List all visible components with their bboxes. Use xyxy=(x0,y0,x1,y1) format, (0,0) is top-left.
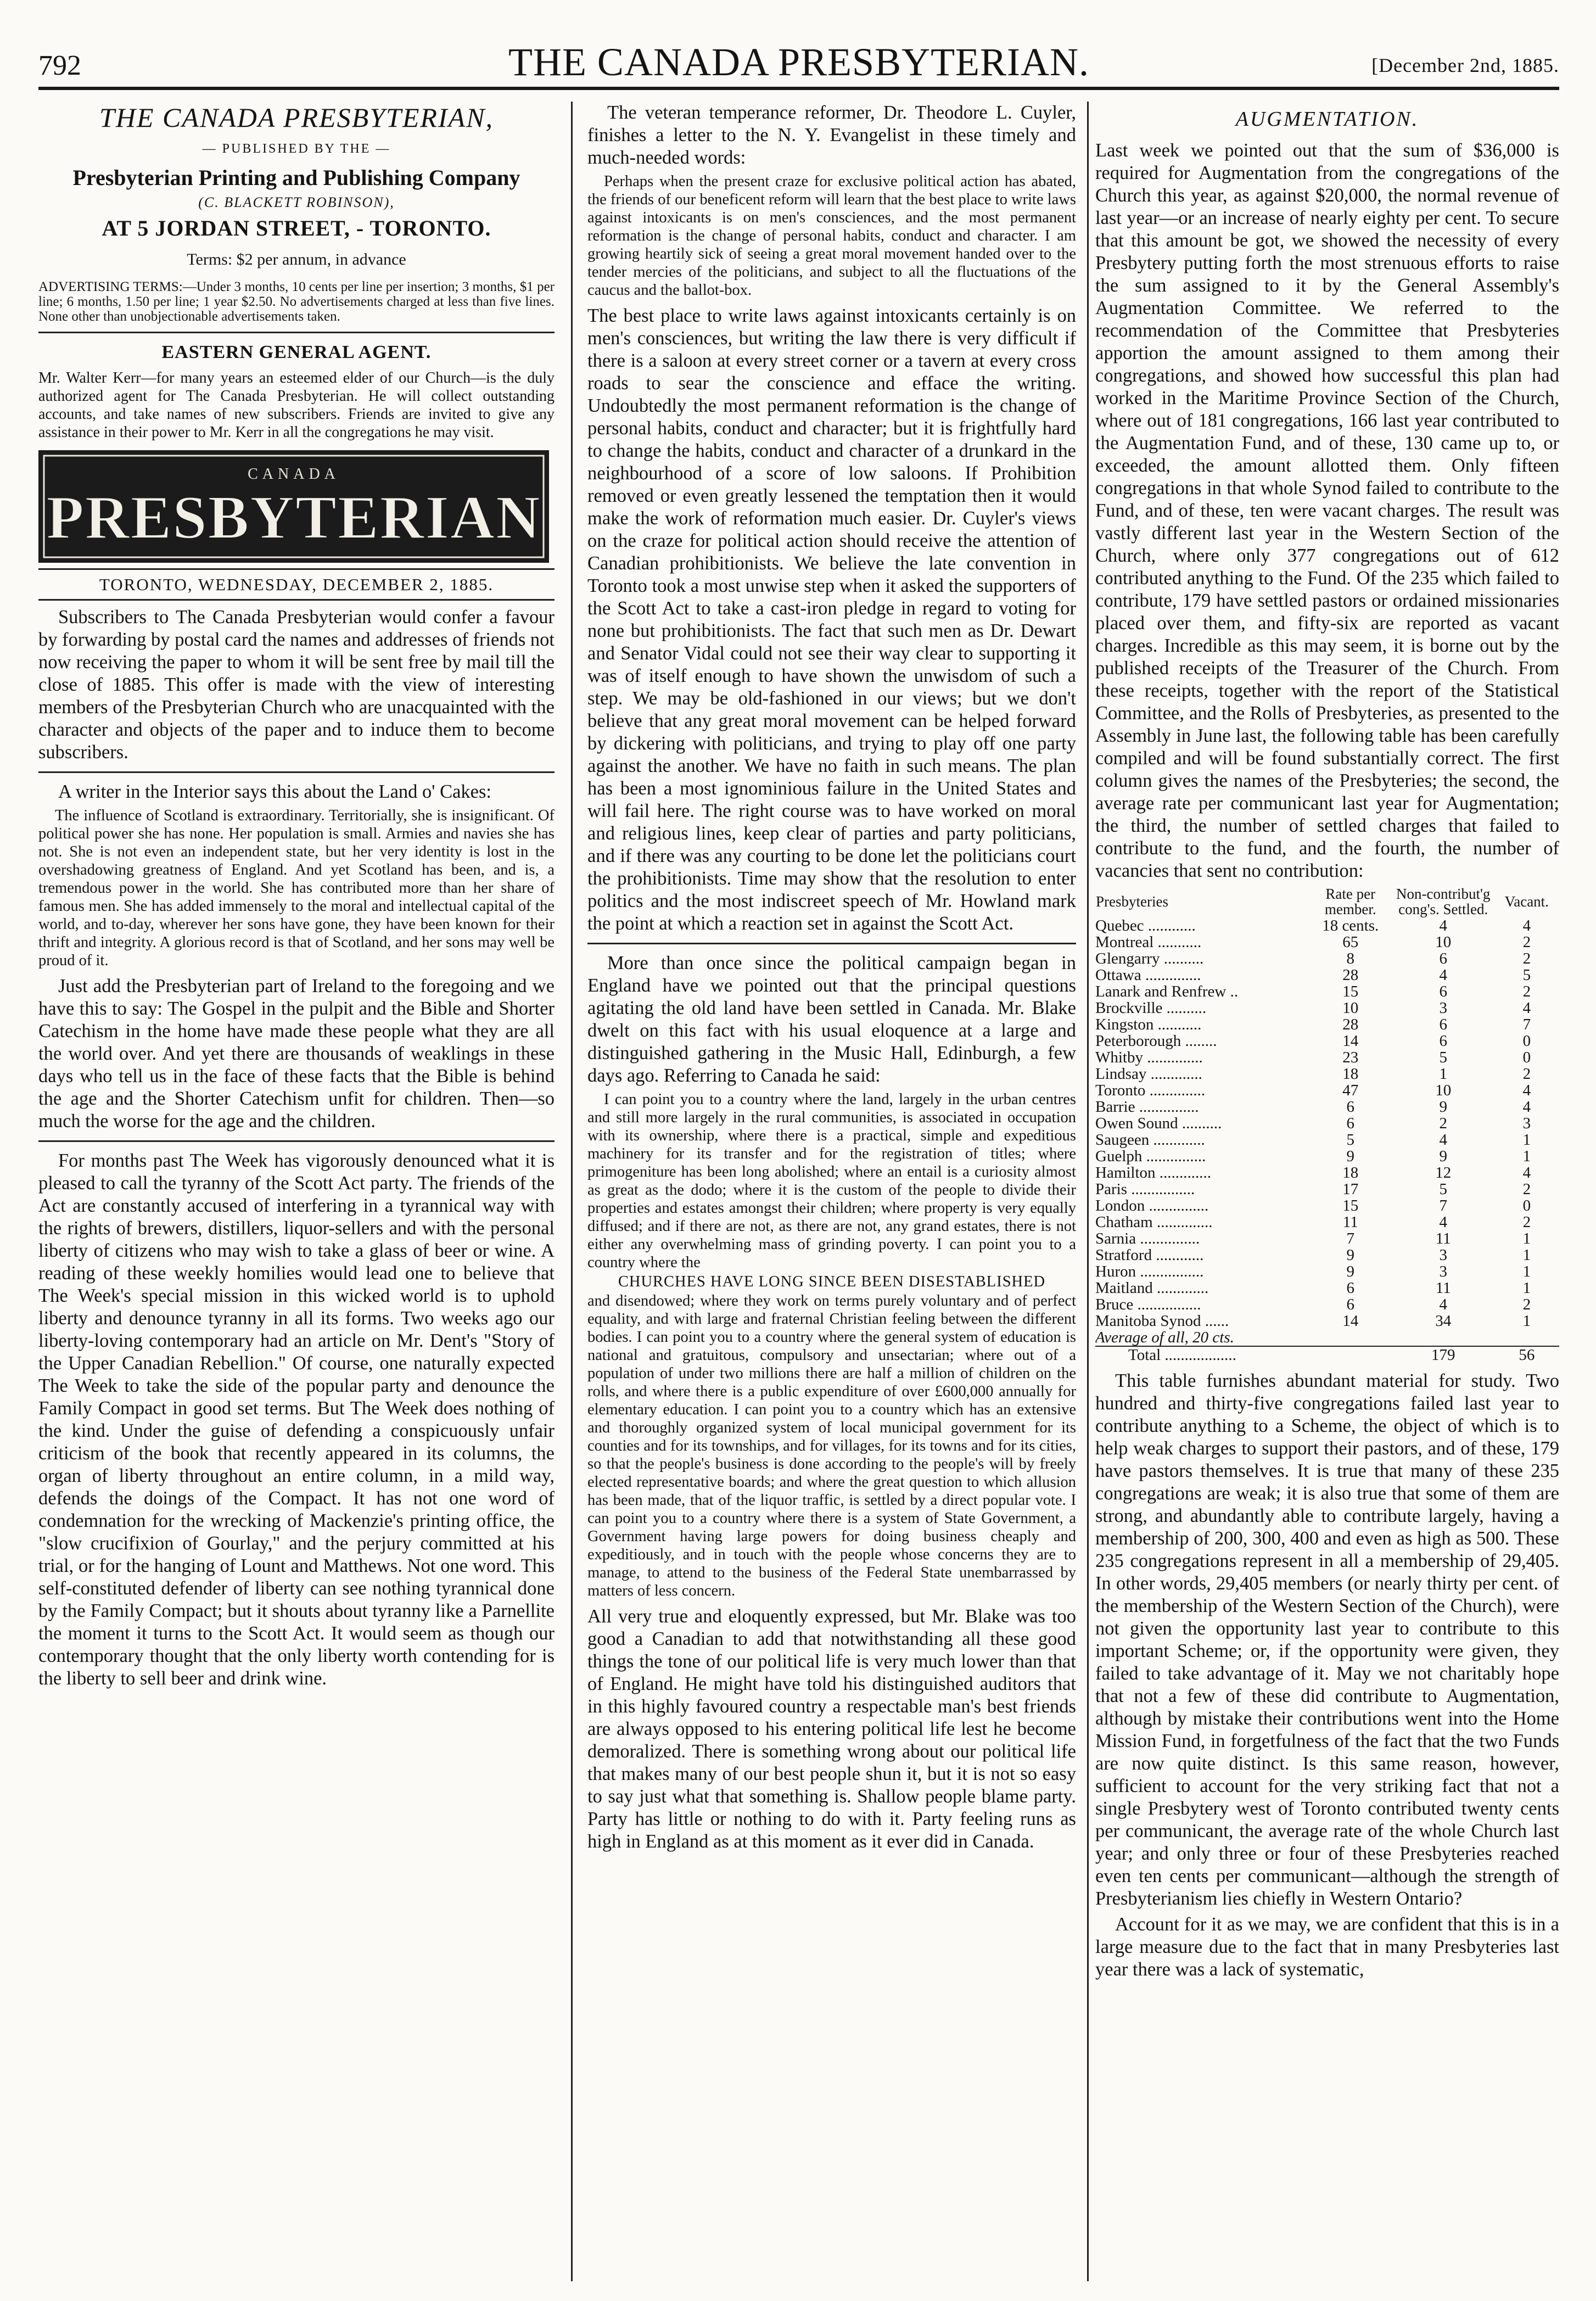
settled-cell: 11 xyxy=(1435,1230,1451,1247)
presbytery-name: Barrie ............... xyxy=(1095,1099,1199,1115)
settled-cell: 9 xyxy=(1439,1147,1447,1165)
presbytery-name: Owen Sound .......... xyxy=(1095,1115,1222,1132)
settled-cell: 11 xyxy=(1435,1279,1451,1297)
blake-intro: More than once since the political campaign began in England have we pointed out that the principal questions agitating the old land have been settled in Canada. Mr. Blake dwelt on this fact with his usual eloquence at a large and distinguished gathering in the Music Hall, Edinburgh, a few days ago. Referring to Canada he said: xyxy=(587,953,1076,1086)
vacant-cell: 2 xyxy=(1522,1065,1531,1083)
presbytery-name: Montreal ........... xyxy=(1095,934,1202,950)
table-row xyxy=(1095,1313,1559,1329)
vacant-cell: 1 xyxy=(1522,1263,1531,1280)
column-middle xyxy=(587,102,1076,2281)
page-header xyxy=(38,38,1559,82)
table-row xyxy=(1095,917,1559,934)
presbytery-name: Huron ................ xyxy=(1095,1263,1204,1280)
publisher-address: AT 5 JORDAN STREET, - TORONTO. xyxy=(102,216,491,240)
rate-cell: 6 xyxy=(1346,1115,1354,1132)
vacant-cell: 0 xyxy=(1522,1049,1531,1066)
vacant-cell: 2 xyxy=(1522,933,1531,951)
vacant-cell: 4 xyxy=(1522,999,1531,1017)
table-row xyxy=(1095,1132,1559,1148)
divider xyxy=(38,771,555,773)
rate-cell: 47 xyxy=(1342,1082,1359,1099)
settled-cell: 4 xyxy=(1439,966,1447,984)
vacant-cell: 1 xyxy=(1522,1147,1531,1165)
cuyler-intro: The veteran temperance reformer, Dr. Theodore L. Cuyler, finishes a letter to the N. Y. Evangelist in these timely and much-needed words: xyxy=(587,102,1076,168)
table-row xyxy=(1095,1165,1559,1181)
rate-cell: 9 xyxy=(1346,1246,1354,1264)
divider xyxy=(38,1140,555,1142)
augmentation-heading: AUGMENTATION. xyxy=(1235,108,1419,131)
settled-cell: 4 xyxy=(1439,1131,1447,1149)
augmentation-para2: This table furnishes abundant material for study. Two hundred and thirty-five congregations failed last year to contribute anything to a Scheme, the object of which is to help weak charges to support their pastors, and of these, 179 have pastors themselves. It is true that many of these 235 congregations are weak; it is also true that some of them are strong, and abundantly able to contribute largely, having a membership of 200, 300, 400 and even as high as 500. These 235 congregations represent in all a membership of 29,405. In other words, 29,405 members (or nearly thirty per cent. of the membership of the Western Section of the Church), were not given the opportunity last year to contribute to this important Scheme; or, if the opportunity were given, they failed to take advantage of it. May we not charitably hope that not a few of these did contribute to Augmentation, although by mistake their contributions went into the Home Mission Fund, in forgetfulness of the fact that the two Funds are now quite distinct. Is this same reason, however, sufficient to account for the very striking fact that not a single Presbytery west of Toronto contributed twenty cents per communicant, the average rate of the whole Church last year; and only three or four of these Presbyteries reached even ten cents per communicant—although the strength of Presbyterianism lies chiefly in Western Ontario? xyxy=(1095,1370,1559,1909)
column-left xyxy=(38,102,555,2281)
vacant-cell: 5 xyxy=(1522,966,1531,984)
vacant-cell: 0 xyxy=(1522,1197,1531,1214)
subscription-terms: Terms: $2 per annum, in advance xyxy=(187,250,406,268)
presbytery-name: Saugeen ............. xyxy=(1095,1132,1205,1148)
rate-cell: 11 xyxy=(1342,1213,1358,1231)
blake-comment: All very true and eloquently expressed, but Mr. Blake was too good a Canadian to add that notwithstanding all these good things the tone of our political life is very much lower than that of England. He might have told his distinguished auditors that in this highly favoured country a respectable man's best friends are always opposed to his entering political life lest he become demoralized. There is something wrong about our political life that makes many of our best people shun it, but it is not so easy to say just what that something is. Shallow people blame party. Party has little or nothing to do with it. Party feeling runs as high in England as at this moment as it ever did in Canada. xyxy=(587,1606,1076,1852)
table-header-row xyxy=(1095,886,1559,917)
agent-heading: EASTERN GENERAL AGENT. xyxy=(161,342,432,362)
presbytery-name: Maitland ............. xyxy=(1095,1280,1209,1296)
rate-cell: 8 xyxy=(1346,950,1354,967)
settled-cell xyxy=(1392,1329,1494,1346)
editor-name: (C. BLACKETT ROBINSON), xyxy=(198,194,395,210)
table-row xyxy=(1095,950,1559,967)
presbytery-name: Peterborough ........ xyxy=(1095,1033,1217,1049)
vacant-cell: 2 xyxy=(1522,1213,1531,1231)
agent-notice: Mr. Walter Kerr—for many years an esteemed elder of our Church—is the duly authorized agent for The Canada Presbyterian. He will collect outstanding accounts, and take names of new subscribers. Friends are invited to give any assistance in their power to Mr. Kerr in all the congregations he may visit. xyxy=(38,369,555,441)
rate-cell: 5 xyxy=(1346,1131,1354,1149)
rate-cell: 65 xyxy=(1342,933,1359,951)
masthead: THE CANADA PRESBYTERIAN. xyxy=(508,40,1090,84)
settled-cell: 7 xyxy=(1439,1197,1447,1214)
advertising-terms: ADVERTISING TERMS:—Under 3 months, 10 cents per line per insertion; 3 months, $1 per line; 6 months, 1.50 per line; 1 year $2.50. No advertisements charged at less than five lines. None other than unobjectionable advertisements taken. xyxy=(38,279,555,324)
table-row xyxy=(1095,1082,1559,1099)
total-vacant: 56 xyxy=(1494,1346,1559,1363)
settled-cell: 3 xyxy=(1439,1263,1447,1280)
table-row xyxy=(1095,1000,1559,1016)
presbyterian-logo xyxy=(38,450,549,563)
col-vacant: Vacant. xyxy=(1504,893,1549,910)
table-total-row xyxy=(1095,1346,1559,1363)
rate-cell: 28 xyxy=(1342,1016,1359,1033)
interior-intro: A writer in the Interior says this about the Land o' Cakes: xyxy=(58,781,492,802)
table-row xyxy=(1095,1263,1559,1280)
vacant-cell: 7 xyxy=(1522,1016,1531,1033)
presbytery-name: London ............... xyxy=(1095,1197,1209,1214)
vacant-cell: 2 xyxy=(1522,983,1531,1000)
logo-small-text: CANADA xyxy=(248,466,340,483)
presbytery-name: Chatham .............. xyxy=(1095,1214,1213,1230)
rate-cell: 6 xyxy=(1346,1296,1354,1313)
table-row xyxy=(1095,1181,1559,1197)
vacant-cell: 2 xyxy=(1522,1296,1531,1313)
rate-cell xyxy=(1309,1329,1392,1346)
table-row xyxy=(1095,1214,1559,1230)
rate-cell: 6 xyxy=(1346,1098,1354,1116)
rate-cell: 15 xyxy=(1342,983,1359,1000)
vacant-cell: 4 xyxy=(1522,1082,1531,1099)
vacant-cell: 3 xyxy=(1522,1115,1531,1132)
presbytery-name: Glengarry .......... xyxy=(1095,950,1204,967)
table-row xyxy=(1095,1099,1559,1115)
table-row xyxy=(1095,1247,1559,1263)
divider xyxy=(38,568,555,570)
rate-cell: 6 xyxy=(1346,1279,1354,1297)
logo-word: PRESBYTERIAN xyxy=(46,484,541,552)
table-row xyxy=(1095,1280,1559,1296)
rate-cell: 28 xyxy=(1342,966,1359,984)
publisher-company: Presbyterian Printing and Publishing Company xyxy=(72,165,520,190)
presbytery-name: Brockville .......... xyxy=(1095,1000,1207,1016)
table-body xyxy=(1095,917,1559,1346)
col-presbyteries: Presbyteries xyxy=(1096,893,1168,910)
augmentation-table xyxy=(1095,886,1559,1363)
vacant-cell: 4 xyxy=(1522,917,1531,934)
table-row xyxy=(1095,1049,1559,1066)
table-row xyxy=(1095,1197,1559,1214)
blake-quote-part1: I can point you to a country where the land, largely in the urban centres and still more largely in the rural communities, is associated in occupation with its ownership, where there is a practical, simple and expeditious machinery for its transfer and for the registration of titles; where primogeniture has been long abolished; where an entail is a curiosity almost as great as the dodo; where it is the custom of the people to divide their properties and estates amongst their children; where property is very equally diffused; and if there are not, as there are not, any grand estates, there is not either any overwhelming mass of grinding poverty. I can point you to a country where the xyxy=(587,1091,1076,1271)
dateline: TORONTO, WEDNESDAY, DECEMBER 2, 1885. xyxy=(99,575,494,594)
presbytery-name: Whitby .............. xyxy=(1095,1049,1203,1066)
published-by: — PUBLISHED BY THE — xyxy=(202,142,391,156)
settled-cell: 6 xyxy=(1439,1016,1447,1033)
presbytery-name: Manitoba Synod ...... xyxy=(1095,1313,1229,1329)
vacant-cell xyxy=(1494,1329,1559,1346)
table-row xyxy=(1095,1148,1559,1165)
settled-cell: 4 xyxy=(1439,917,1447,934)
rate-cell: 18 xyxy=(1342,1065,1359,1083)
total-rate xyxy=(1309,1346,1392,1363)
table-row xyxy=(1095,1033,1559,1049)
table-row xyxy=(1095,1296,1559,1313)
presbytery-name: Toronto .............. xyxy=(1095,1082,1206,1099)
subscribers-notice: Subscribers to The Canada Presbyterian would confer a favour by forwarding by postal card the names and addresses of friends not now receiving the paper to whom it will be sent free by mail till the close of 1885. This offer is made with the view of interesting members of the Presbyterian Church who are unacquainted with the character and objects of the paper and to induce them to become subscribers. xyxy=(38,607,555,763)
vacant-cell: 1 xyxy=(1522,1279,1531,1297)
rate-cell: 18 cents. xyxy=(1322,917,1379,934)
settled-cell: 4 xyxy=(1439,1296,1447,1313)
settled-cell: 9 xyxy=(1439,1098,1447,1116)
total-settled: 179 xyxy=(1392,1346,1494,1363)
presbytery-name: Average of all, 20 cts. xyxy=(1095,1329,1234,1346)
settled-cell: 12 xyxy=(1435,1164,1452,1182)
table-row xyxy=(1095,1329,1559,1346)
vacant-cell: 1 xyxy=(1522,1312,1531,1330)
header-rule xyxy=(38,87,1559,90)
interior-quote: The influence of Scotland is extraordinary. Territorially, she is insignificant. Of political power she has none. Her population is small. Armies and navies she has not. She is not even an independent state, but her very identity is lost in the overshadowing greatness of England. And yet Scotland has been, and is, a tremendous power in the world. She has contributed more than her share of famous men. She has added immensely to the moral and intellectual capital of the world, and to-day, wherever her sons have gone, they have been known for their thrift and integrity. A glorious record is that of Scotland, and her sons may well be proud of it. xyxy=(38,807,555,969)
presbytery-name: Stratford ............ xyxy=(1095,1247,1204,1263)
rate-cell: 17 xyxy=(1342,1180,1359,1198)
col-rate: Rate per member. xyxy=(1324,886,1376,917)
page-number: 792 xyxy=(38,50,81,81)
column-rule xyxy=(571,102,573,2281)
presbytery-name: Paris ................ xyxy=(1095,1181,1195,1197)
column-rule xyxy=(1087,102,1089,2281)
the-week-article: For months past The Week has vigorously denounced what it is pleased to call the tyranny of the Scott Act party. The friends of the Act are constantly accused of interfering in a tyrannical way with the rights of brewers, distillers, liquor-sellers and with the personal liberty of citizens who may wish to take a glass of beer or wine. A reading of these weekly homilies would lead one to believe that The Week's special mission in this wicked world is to uphold liberty and denounce tyranny in all its forms. Two weeks ago our liberty-loving contemporary had an article on Mr. Dent's "Story of the Upper Canadian Rebellion." Of course, one naturally expected The Week to take the side of the popular party and denounce the Family Compact in good set terms. But The Week does nothing of the kind. Under the guise of defending a conspicuously unfair criticism of the book that recently appeared in its columns, the organ of liberty throughout an entire column, in a mild way, defends the doings of the Compact. It has not one word of condemnation for the wrecking of Mackenzie's printing office, the "slow crucifixion of Gourlay," and the perjury committed at his trial, or for the hanging of Lount and Matthews. Not one word. This self-constituted defender of liberty can see nothing tyrannical done by the Family Compact; but it shouts about tyranny like a Parnellite the moment it turns to the Scott Act. It would seem as though our contemporary thought that the only liberty worth contending for is the liberty to sell beer and drink wine. xyxy=(38,1150,555,1689)
table-row xyxy=(1095,1230,1559,1247)
presbytery-name: Kingston ........... xyxy=(1095,1016,1202,1033)
issue-date: [December 2nd, 1885. xyxy=(1371,54,1559,76)
col-settled: Non-contribut'g cong's. Settled. xyxy=(1396,886,1491,917)
settled-cell: 3 xyxy=(1439,999,1447,1017)
divider xyxy=(38,332,555,333)
table-row xyxy=(1095,1115,1559,1132)
column-right xyxy=(1095,102,1559,2281)
presbytery-name: Sarnia ............... xyxy=(1095,1230,1200,1247)
vacant-cell: 2 xyxy=(1522,950,1531,967)
table-row xyxy=(1095,983,1559,1000)
paper-title: THE CANADA PRESBYTERIAN, xyxy=(99,102,494,133)
table-row xyxy=(1095,1016,1559,1033)
vacant-cell: 1 xyxy=(1522,1246,1531,1264)
table-row xyxy=(1095,1066,1559,1082)
cuyler-comment: The best place to write laws against intoxicants certainly is on men's consciences, but writing the law there is very difficult if there is a saloon at every street corner or a tavern at every cross roads to sear the conscience and efface the writing. Undoubtedly the most permanent reformation is the change of personal habits, conduct and character; but it is frightfully hard to change the habits, conduct and character of a drunkard in the neighbourhood of a score of low saloons. If Prohibition removed or even greatly lessened the temptation then it would make the work of reformation much easier. Dr. Cuyler's views on the craze for political action should receive the attention of Canadian prohibitionists. We believe the late convention in Toronto took a most unwise step when it asked the supporters of the Scott Act to take a cast-iron pledge in regard to voting for none but prohibitionists. The fact that such men as Dr. Dewart and Senator Vidal could not see their way clear to supporting it was of itself enough to have shown the unwisdom of such a step. We may be old-fashioned in our views; but we don't believe that any great moral movement can be helped forward by dickering with politicians, and trying to play off one party against the another. We have no faith in such means. The plan has been a most ignominious failure in the United States and will fail here. The right course was to have worked on moral and religious lines, keep clear of parties and party politicians, and if there was any courting to be done let the politicians court the prohibitionists. Time may show that the resolution to enter politics and the most indiscreet speech of Mr. Howland mark the point at which a reaction set in against the Scott Act. xyxy=(587,305,1076,934)
settled-cell: 6 xyxy=(1439,950,1447,967)
divider xyxy=(38,599,555,601)
settled-cell: 5 xyxy=(1439,1180,1447,1198)
divider xyxy=(587,943,1076,944)
rate-cell: 9 xyxy=(1346,1263,1354,1280)
cuyler-quote: Perhaps when the present craze for exclusive political action has abated, the friends of our beneficent reform will learn that the best place to write laws against intoxicants is on men's consciences, and the most permanent reformation is the change of personal habits, conduct and character. I am growing heartily sick of seeing a great moral movement handed over to the tender mercies of the politicians, and subject to all the fluctuations of the caucus and the ballot-box. xyxy=(587,173,1076,299)
rate-cell: 23 xyxy=(1342,1049,1359,1066)
augmentation-para1: Last week we pointed out that the sum of $36,000 is required for Augmentation from the congregations of the Church this year, as against $20,000, the normal revenue of last year—or an increase of nearly eighty per cent. To secure that this amount be got, we showed the necessity of every Presbytery putting forth the most strenuous efforts to raise the sum assigned to it by the General Assembly's Augmentation Committee. We referred to the recommendation of the Committee that Presbyteries apportion the amount assigned to them among their congregations, and showed how successful this plan had worked in the Maritime Province Section of the Church, where out of 181 congregations, 166 last year contributed to the Augmentation Fund, and of these, 130 came up to, or exceeded, the amount allotted them. Only fifteen congregations in that whole Synod failed to contribute to the Fund, and of these, ten were vacant charges. The result was vastly different last year in the Western Section of the Church, where only 377 congregations out of 612 contributed anything to the Fund. Of the 235 which failed to contribute, 179 have settled pastors or ordained missionaries placed over them, and fifty-six are reported as vacant charges. Incredible as this may seem, it is borne out by the published receipts of the Treasurer of the Church. From these receipts, together with the report of the Statistical Committee, and the Rolls of Presbyteries, as presented to the Assembly in June last, the following table has been carefully compiled and will be found substantially correct. The first column gives the names of the Presbyteries; the second, the average rate per communicant last year for Augmentation; the third, the number of settled charges that failed to contribute to the fund, and the fourth, the number of vacancies that sent no contribution: xyxy=(1095,140,1559,881)
settled-cell: 34 xyxy=(1435,1312,1452,1330)
logo-art xyxy=(38,450,549,563)
table-row xyxy=(1095,967,1559,983)
presbytery-name: Lindsay ............. xyxy=(1095,1066,1202,1082)
settled-cell: 4 xyxy=(1439,1213,1447,1231)
rate-cell: 14 xyxy=(1342,1032,1359,1050)
presbytery-name: Ottawa .............. xyxy=(1095,967,1201,983)
settled-cell: 10 xyxy=(1435,933,1452,951)
vacant-cell: 1 xyxy=(1522,1230,1531,1247)
rate-cell: 15 xyxy=(1342,1197,1359,1214)
settled-cell: 6 xyxy=(1439,983,1447,1000)
augmentation-para3: Account for it as we may, we are confident that this is in a large measure due to the fact that in many Presbyteries last year there was a lack of systematic, xyxy=(1095,1914,1559,1980)
presbytery-name: Hamilton ............. xyxy=(1095,1165,1212,1181)
vacant-cell: 1 xyxy=(1522,1131,1531,1149)
rate-cell: 9 xyxy=(1346,1147,1354,1165)
vacant-cell: 2 xyxy=(1522,1180,1531,1198)
settled-cell: 5 xyxy=(1439,1049,1447,1066)
presbytery-name: Guelph ............... xyxy=(1095,1148,1206,1165)
rate-cell: 10 xyxy=(1342,999,1359,1017)
presbytery-name: Lanark and Renfrew .. xyxy=(1095,983,1239,1000)
rate-cell: 18 xyxy=(1342,1164,1359,1182)
vacant-cell: 4 xyxy=(1522,1098,1531,1116)
blake-quote-part2: and disendowed; where they work on terms purely voluntary and of perfect equality, and with large and fraternal Christian feeling between the different bodies. I can point you to a country where the general system of education is national and gratuitous, compulsory and unsectarian; where out of a population of under two millions there are half a million of children on the rolls, and where there is a public expenditure of over £600,000 annually for elementary education. I can point you to a country which has an extensive and thoroughly organized system of local municipal government for its counties and for its townships, and for villages, for its towns and for its cities, so that the people's business is done according to the people's will by freely elected representative boards; and where the great question to which allusion has been made, that of the liquor traffic, is settled by a direct popular vote. I can point you to a country where there is a system of State Government, a Government having large powers for doing business cheaply and expeditiously, and in touch with the people whose concerns they are to manage, to attend to the business of the Federal State unembarrassed by matters of less concern. xyxy=(587,1292,1076,1599)
interior-comment: Just add the Presbyterian part of Ireland to the foregoing and we have this to say: The Gospel in the pulpit and the Bible and Shorter Catechism in the home have made these people what they are all the world over. And yet there are thousands of weaklings in these days who tell us in the face of these facts that the Bible is behind the age and the Shorter Catechism unfit for children. Then—so much the worse for the age and the children. xyxy=(38,976,555,1132)
table-row xyxy=(1095,934,1559,950)
rate-cell: 14 xyxy=(1342,1312,1359,1330)
settled-cell: 1 xyxy=(1439,1065,1447,1083)
settled-cell: 10 xyxy=(1435,1082,1452,1099)
settled-cell: 2 xyxy=(1439,1115,1447,1132)
rate-cell: 7 xyxy=(1346,1230,1354,1247)
settled-cell: 3 xyxy=(1439,1246,1447,1264)
total-label: Total .................. xyxy=(1095,1346,1309,1363)
vacant-cell: 4 xyxy=(1522,1164,1531,1182)
settled-cell: 6 xyxy=(1439,1032,1447,1050)
blake-caps-line: CHURCHES HAVE LONG SINCE BEEN DISESTABLISHED xyxy=(618,1273,1046,1290)
presbytery-name: Quebec ............ xyxy=(1095,917,1196,934)
presbytery-name: Bruce ................ xyxy=(1095,1296,1201,1313)
vacant-cell: 0 xyxy=(1522,1032,1531,1050)
